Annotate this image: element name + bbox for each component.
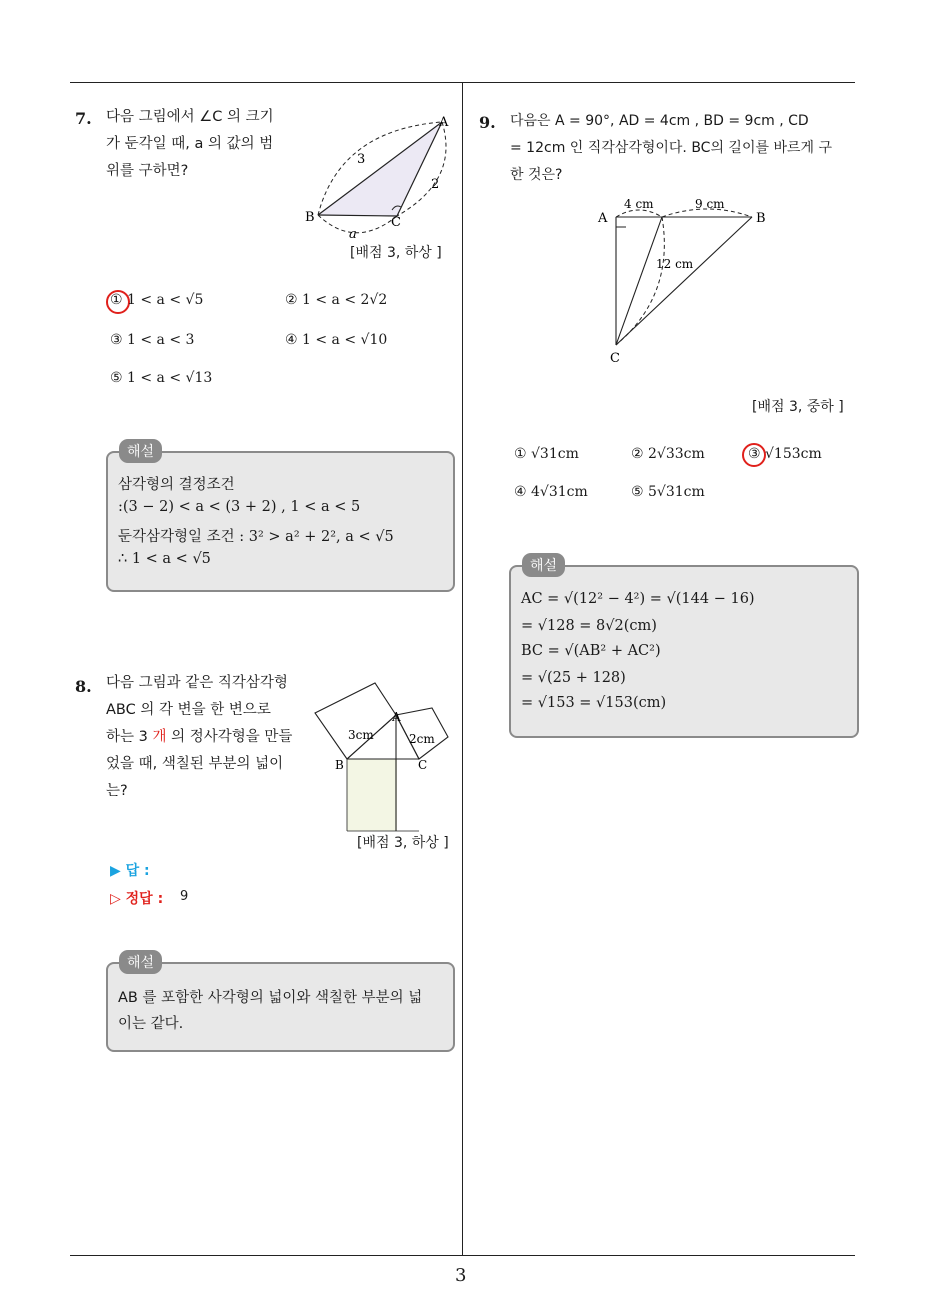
q8-solution-box <box>106 962 455 1052</box>
q9-solution-line: AC = √(12² − 4²) = √(144 − 16) <box>521 591 755 607</box>
q9-choice-1[interactable]: ① √31cm <box>514 446 579 462</box>
q8-correct-value: 9 <box>180 889 189 904</box>
q9-choice-2[interactable]: ② 2√33cm <box>631 446 705 462</box>
q7-choice-3[interactable]: ③ 1 < a < 3 <box>110 332 195 348</box>
q8-correct-label: ▷ 정답 : <box>110 891 164 907</box>
q8-text-line-2: 하는 3 개 의 정사각형을 만들 <box>106 729 293 745</box>
q9-seg-CD: 12 cm <box>656 257 694 271</box>
q7-solution-line: 둔각삼각형일 조건 : 3² > a² + 2², a < √5 <box>118 529 394 545</box>
q7-text-line: 위를 구하면? <box>106 163 189 179</box>
q9-choice-5[interactable]: ⑤ 5√31cm <box>631 484 705 500</box>
q9-seg-DB: 9 cm <box>695 197 725 211</box>
q7-choice-2[interactable]: ② 1 < a < 2√2 <box>285 292 388 308</box>
q9-text-line: 한 것은? <box>510 167 563 183</box>
q7-triangle-figure <box>300 110 460 245</box>
q7-label-A: A <box>439 115 449 130</box>
q9-label-B: B <box>756 211 766 226</box>
q8-squares-figure <box>310 675 460 835</box>
q7-number: 7. <box>75 109 92 128</box>
q7-label-B: B <box>305 210 315 225</box>
q9-solution-line: = √(25 + 128) <box>521 670 626 686</box>
q9-label-A: A <box>598 211 608 226</box>
q7-solution-line: ∴ 1 < a < √5 <box>118 551 211 567</box>
q8-solution-tag: 해설 <box>119 950 162 974</box>
q8-text-line <box>106 724 306 751</box>
q7-score: [배점 3, 하상 ] <box>350 245 442 261</box>
q7-side-AC: 2 <box>431 177 440 192</box>
q7-side-AB: 3 <box>357 152 366 167</box>
q9-choice-4[interactable]: ④ 4√31cm <box>514 484 588 500</box>
page-number: 3 <box>455 1265 467 1286</box>
q9-number: 9. <box>479 113 496 132</box>
q7-solution-line: 삼각형의 결정조건 <box>118 477 235 493</box>
q7-side-BC: a <box>349 227 357 242</box>
q7-text-line: 다음 그림에서 ∠C 의 크기 <box>106 109 274 125</box>
q8-answer-label: ▶ 답 : <box>110 863 150 879</box>
q9-text-line: = 12cm 인 직각삼각형이다. BC의 길이를 바르게 구 <box>510 140 832 156</box>
q9-solution-tag: 해설 <box>522 553 565 577</box>
q8-number: 8. <box>75 677 92 696</box>
q8-highlight-word: 개 <box>152 729 167 745</box>
q9-score: [배점 3, 중하 ] <box>752 399 844 415</box>
q9-solution-line: = √128 = 8√2(cm) <box>521 618 657 634</box>
column-divider <box>462 82 463 1256</box>
q8-text-line: 었을 때, 색칠된 부분의 넓이 <box>106 756 284 772</box>
q8-score: [배점 3, 하상 ] <box>357 835 449 851</box>
q9-label-C: C <box>610 351 620 366</box>
q7-text <box>106 104 291 185</box>
q8-solution-line: 이는 같다. <box>118 1016 184 1032</box>
q7-choice-5[interactable]: ⑤ 1 < a < √13 <box>110 370 213 386</box>
q7-label-C: C <box>391 215 401 230</box>
q7-text-line: 가 둔각일 때, a 의 값의 범 <box>106 136 274 152</box>
q8-side-AB: 3cm <box>348 728 374 742</box>
q9-triangle-figure <box>590 195 780 370</box>
q7-solution-line: :(3 − 2) < a < (3 + 2) , 1 < a < 5 <box>118 499 361 515</box>
q7-choice-1[interactable]: ① 1 < a < √5 <box>110 292 204 308</box>
q9-seg-AD: 4 cm <box>624 197 654 211</box>
q8-text-line: 다음 그림과 같은 직각삼각형 <box>106 675 288 691</box>
q8-label-C: C <box>418 758 428 772</box>
q8-solution-line: AB 를 포함한 사각형의 넓이와 색칠한 부분의 넓 <box>118 990 423 1006</box>
q8-label-A: A <box>392 710 401 724</box>
q8-text <box>106 670 306 805</box>
q9-solution-line: BC = √(AB² + AC²) <box>521 643 661 659</box>
q7-solution-tag: 해설 <box>119 439 162 463</box>
q8-text-line: ABC 의 각 변을 한 변으로 <box>106 702 271 718</box>
q9-text-line: 다음은 A = 90°, AD = 4cm , BD = 9cm , CD <box>510 113 809 129</box>
q8-label-B: B <box>335 758 344 772</box>
q9-solution-line: = √153 = √153(cm) <box>521 695 667 711</box>
q8-side-AC: 2cm <box>409 732 435 746</box>
q7-choice-4[interactable]: ④ 1 < a < √10 <box>285 332 388 348</box>
q9-text <box>510 108 860 189</box>
q9-choice-3[interactable]: ③ √153cm <box>748 446 822 462</box>
q8-text-line: 는? <box>106 783 128 799</box>
